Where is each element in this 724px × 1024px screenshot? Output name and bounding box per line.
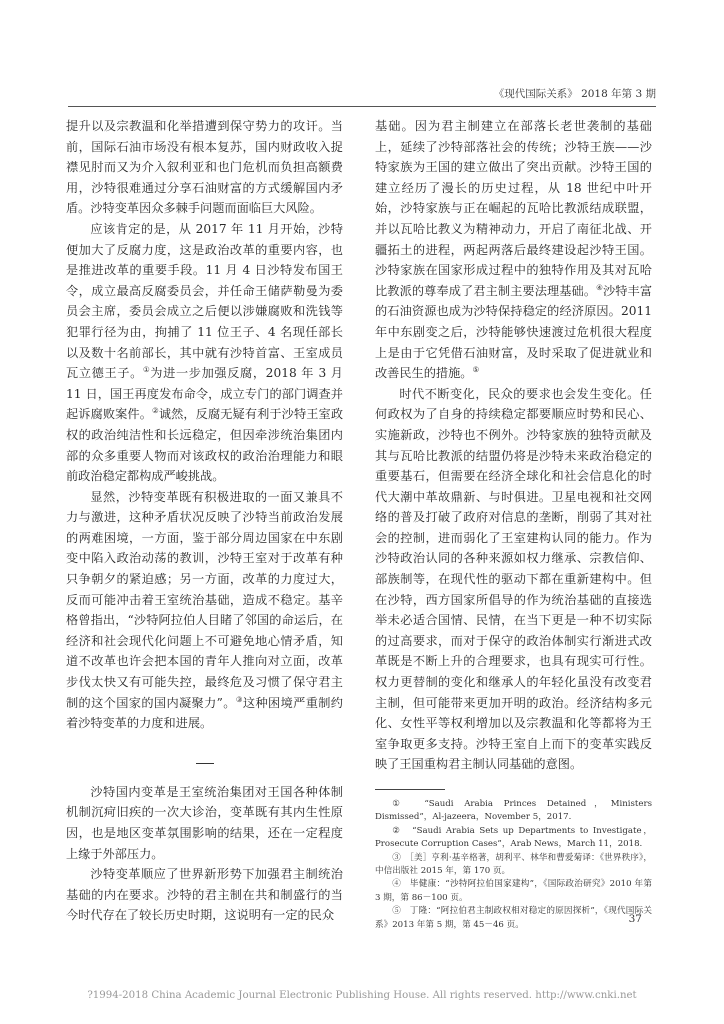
paragraph-text: 显然，沙特变革既有积极进取的一面又兼具不力与激进，这种矛盾状况反映了沙特当前政治发展的两难困境，一方面，鉴于部分周边国家在中东剧变中陷入政治动荡的教训，沙特王室对于改革有种只争朝夕的紧迫感；另一方面，改革的力度过大，反而可能冲击着王室统治基础，造成不稳定。基辛格曾指出，“沙特阿拉伯人目睹了邻国的命运后，在经济和社会现代化问题上不可避免地心情矛盾，知道不改革也许会把本国的青年人推向对立面，改革步伐太快又有可能失控，最终危及习惯了保守君主制的这个国家的国内凝聚力”。 xyxy=(66,489,343,710)
paragraph-text: 为进一步加强反腐，2018 年 3 月 11 日，国王再度发布命令，成立专门的部门调查并起诉腐败案件。 xyxy=(66,366,343,422)
footnote-rule xyxy=(375,789,445,790)
header-rule xyxy=(68,106,656,107)
paragraph-text: 基础。因为君主制建立在部落长老世袭制的基础上，延续了沙特部落社会的传统；沙特王族——沙特家族为王国的建立做出了突出贡献。沙特王国的建立经历了漫长的历史过程，从 18 世纪中叶开始，沙特家族与正在崛起的瓦哈比教派结成联盟，并以瓦哈比教义为精神动力，开启了南征北战、开疆拓土的进程，两起两落后最终建设起沙特王国。沙特家族在国家形成过程中的独特作用及其对瓦哈比教派的尊奉成了君主制主要法理基础。 xyxy=(375,119,652,298)
footnote: ② “Saudi Arabia Sets up Departments to Investigate，Prosecute Corruption Cases”，Arab News，March 11，2018. xyxy=(375,825,652,850)
footnote-ref: ③ xyxy=(235,694,243,704)
paragraph-text: 这种困境严重制约着沙特变革的力度和进展。 xyxy=(66,695,343,731)
paragraph: 时代不断变化，民众的要求也会发生变化。任何政权为了自身的持续稳定都要顺应时势和民心、实施新政，沙特也不例外。沙特家族的独特贡献及其与瓦哈比教派的结盟仍将是沙特未来政治稳定的重要基石，但需要在经济全球化和社会信息化的时代大潮中革故鼎新、与时俱进。卫星电视和社交网络的普及打破了政府对信息的垄断，削弱了其对社会的控制，进而弱化了王室建构认同的能力。作为沙特政治认同的各种来源如权力继承、宗教信仰、部族制等，在现代性的驱动下都在重新建构中。但在沙特，西方国家所倡导的作为统治基础的直接选举未必适合国情、民情，在当下更是一种不切实际的过高要求，而对于保守的政治体制实行渐进式改革既是不断上升的合理要求，也具有现实可行性。权力更替制的变化和继承人的年轻化虽没有改变君主制，但可能带来更加开明的政治。经济结构多元化、女性平等权利增加以及宗教温和化等都将为王室争取更多支持。沙特王室自上而下的变革实践反映了王国重构君主制认同基础的意图。 xyxy=(375,386,652,772)
left-column xyxy=(66,116,343,926)
paragraph: 沙特国内变革是王室统治集团对王国各种体制机制沉疴旧疾的一次大诊治，变革既有其内生性原因，也是地区变革氛围影响的结果，还在一定程度上缘于外部压力。 xyxy=(66,784,343,861)
section-number-mark xyxy=(196,763,214,764)
paragraph: 提升以及宗教温和化举措遭到保守势力的攻讦。当前，国际石油市场没有根本复苏，国内财政收入捉襟见肘而又为介入叙利亚和也门危机而负担高额费用，沙特很难通过分享石油财富的方式缓解国内矛盾。沙特变革因众多棘手问题而面临巨大风险。 xyxy=(66,119,343,216)
paragraph: 沙特变革顺应了世界新形势下加强君主制统治基础的内在要求。沙特的君主制在共和制盛行的当今时代存在了较长历史时期，这说明有一定的民众 xyxy=(66,867,343,923)
footnote: ④ 毕健康：“沙特阿拉伯国家建构”，《国际政治研究》2010 年第 3 期，第 86－100 页。 xyxy=(375,879,652,903)
footnote-ref: ② xyxy=(152,406,159,416)
footnote: ⑤ 丁隆：“阿拉伯君主制政权相对稳定的原因探析”，《现代国际关系》2013 年第 5 期，第 45－46 页。 xyxy=(375,906,652,930)
copyright-footer: ?1994-2018 China Academic Journal Electronic Publishing House. All rights reserved. http://www.cnki.net xyxy=(87,990,637,1001)
footnote: ① “Saudi Arabia Princes Detained，Ministers Dismissed”，Al-jazeera，November 5，2017. xyxy=(375,799,652,823)
footnote-ref: ④ xyxy=(596,282,603,292)
page-number: 37 xyxy=(628,913,642,925)
paragraph-text: 应该肯定的是，从 2017 年 11 月开始，沙特便加大了反腐力度，这是政治改革的重要内容，也是推进改革的重要手段。11 月 4 日沙特发布国王令，成立最高反腐委员会，并任命王储萨勒曼为委员会主席，委员会成立之后便以涉嫌腐败和洗钱等犯罪行径为由，拘捕了 11 位王子、4 名现任部长以及数十名前部长，其中就有沙特首富、王室成员瓦立德王子。 xyxy=(66,221,343,381)
footnote-ref: ① xyxy=(142,365,151,375)
paragraph-text: 诚然，反腐无疑有利于沙特王室政权的政治纯洁性和长远稳定，但因牵涉统治集团内部的众多重要人物而对该政权的政治治理能力和眼前政治稳定都构成严峻挑战。 xyxy=(66,407,344,484)
paragraph-text: 沙特丰富的石油资源也成为沙特保持稳定的经济原因。2011 年中东剧变之后，沙特能够快速渡过危机很大程度上是由于它凭借石油财富，及时采取了促进就业和改善民生的措施。 xyxy=(375,283,653,381)
footnote-ref: ⑤ xyxy=(472,365,480,375)
footnote: ③ ［美］亨利·基辛格著，胡利平、林华和曹爱菊译：《世界秩序》，中信出版社 2015 年，第 170 页。 xyxy=(375,852,652,877)
right-column xyxy=(375,116,652,932)
paragraph xyxy=(375,116,652,384)
paragraph xyxy=(66,487,343,734)
running-header: 《现代国际关系》 2018 年第 3 期 xyxy=(493,88,656,100)
section-heading xyxy=(66,750,343,766)
footnotes xyxy=(375,798,652,932)
paragraph xyxy=(66,219,343,487)
